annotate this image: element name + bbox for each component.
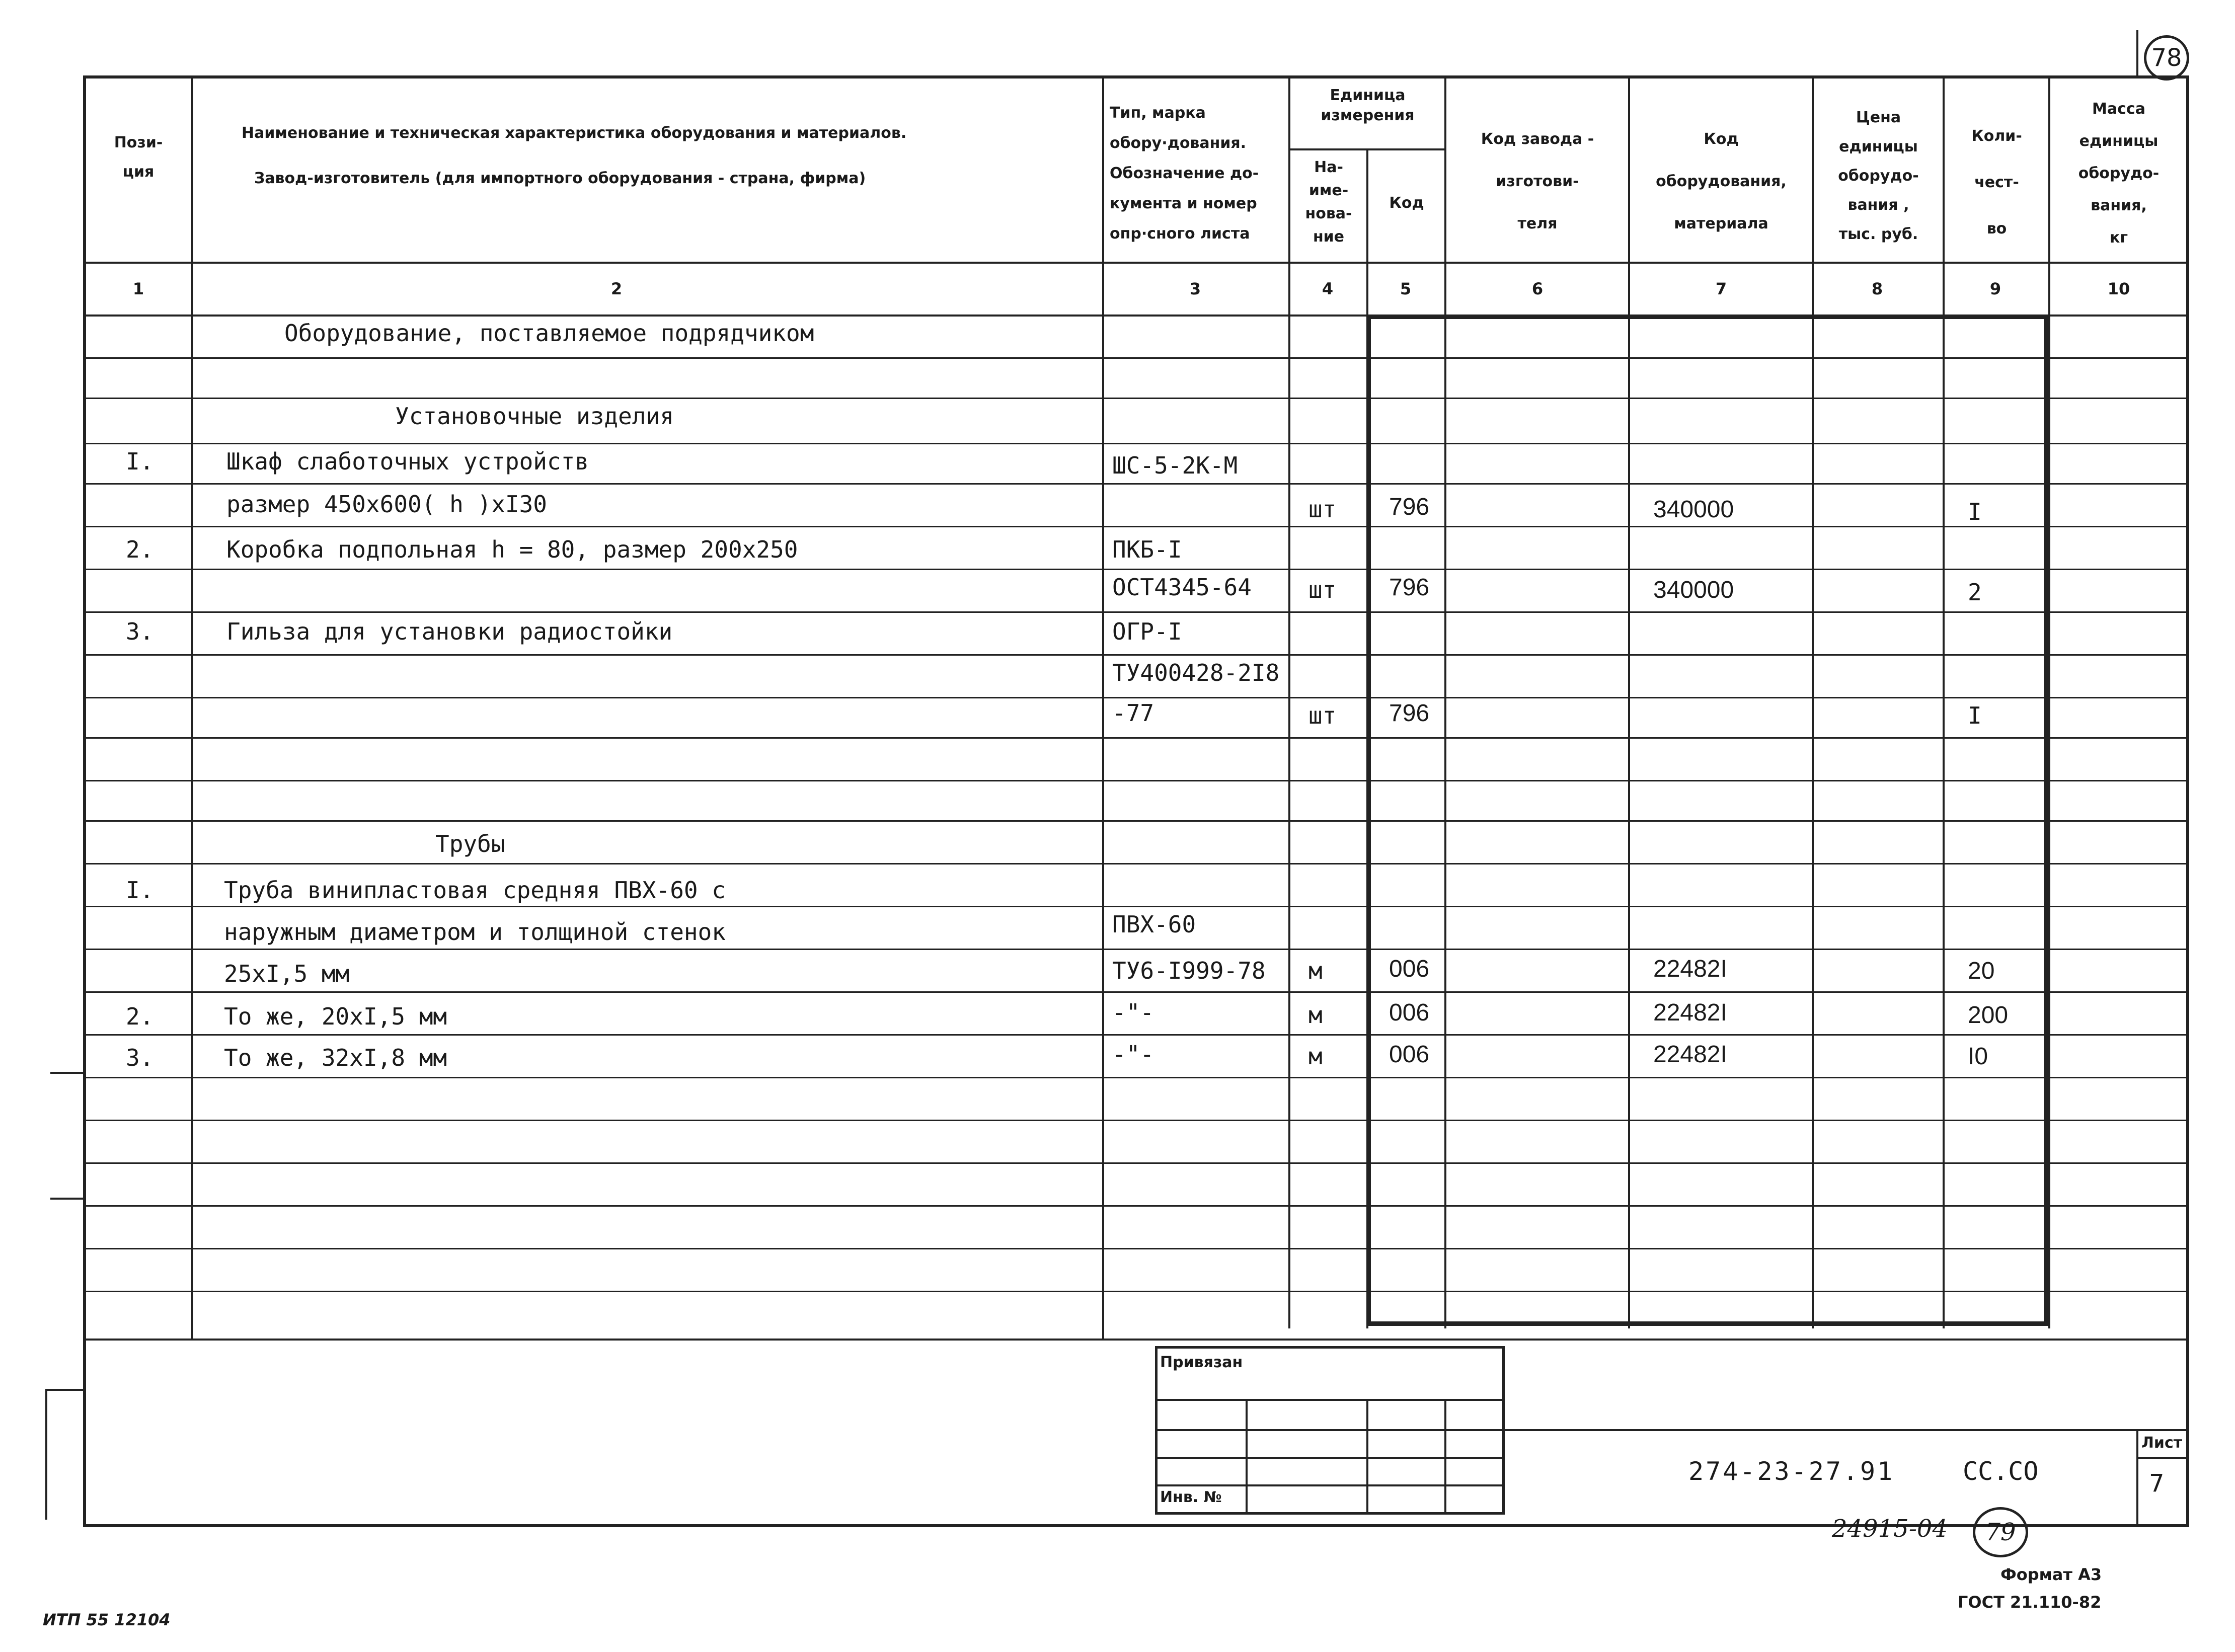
item-unit: шт [1308, 702, 1337, 729]
item-unit: м [1308, 1001, 1323, 1029]
titleblock-line [2136, 1457, 2189, 1459]
item-name: То же, 32хI,8 мм [224, 1044, 447, 1071]
row-divider [83, 357, 2189, 359]
item-name: размер 450х600( h )хI30 [226, 491, 547, 518]
stamp-line [1155, 1457, 1505, 1459]
handwritten-number: 24915-04 [1832, 1515, 1948, 1543]
stamp-line [1366, 1399, 1368, 1515]
row-divider [83, 780, 2189, 781]
header-col9: Коли- чест- во [1971, 127, 2022, 238]
row-divider [83, 949, 2189, 950]
col-divider [191, 75, 193, 1339]
item-equip-code: 340000 [1653, 496, 1734, 523]
corner-number: 78 [2144, 35, 2189, 81]
item-qty: 20 [1968, 958, 1995, 984]
item-name: Гильза для установки радиостойки [226, 618, 673, 645]
col-divider [1102, 75, 1104, 1339]
col-number: 9 [1989, 279, 2001, 298]
circled-number: 79 [1973, 1507, 2028, 1557]
row-divider [83, 611, 2189, 613]
margin-mark [45, 1389, 47, 1520]
margin-mark [45, 1389, 86, 1391]
header-col6: Код завода - изготови- теля [1481, 130, 1594, 232]
item-equip-code: 22482I [1653, 999, 1727, 1026]
stamp-privyazan: Привязан [1160, 1354, 1243, 1371]
row-divider [83, 820, 2189, 822]
item-qty: 2 [1968, 579, 1982, 606]
row-divider [83, 443, 2189, 444]
item-name: Коробка подпольная h = 80, размер 200х250 [226, 536, 798, 563]
stamp-line [1444, 1399, 1446, 1515]
row-divider [83, 398, 2189, 399]
item-type: ПКБ-I [1112, 536, 1182, 563]
item-qty: I0 [1968, 1043, 1988, 1070]
header-col2: Наименование и техническая характеристика оборудования и материалов. Завод-изготовитель (для импортного оборудования - страна, фирма) [242, 124, 907, 187]
row-divider [83, 991, 2189, 993]
item-qty: 200 [1968, 1002, 2009, 1029]
row-divider [83, 569, 2189, 570]
row-divider [83, 1077, 2189, 1078]
item-type: -77 [1112, 699, 1154, 727]
stamp-line [1155, 1429, 1505, 1431]
titleblock-line [1505, 1429, 2189, 1431]
col-number: 1 [132, 279, 144, 298]
item-name: наружным диаметром и толщиной стенок [224, 918, 726, 946]
header-col8: Цена единицы оборудо- вания , тыс. руб. [1838, 109, 1919, 243]
col-number: 2 [610, 279, 623, 298]
header-col4: На- име- нова- ние [1305, 159, 1352, 246]
item-code: 006 [1389, 999, 1430, 1026]
item-name: 25хI,5 мм [224, 960, 350, 987]
doc-suffix: СС.СО [1963, 1457, 2039, 1486]
row-divider [83, 906, 2189, 907]
item-unit: шт [1308, 576, 1337, 603]
stamp-inv: Инв. № [1160, 1488, 1222, 1506]
item-equip-code: 22482I [1653, 1041, 1727, 1068]
stamp-line [1155, 1399, 1505, 1401]
position-number: 2. [126, 1003, 154, 1030]
itp-label: ИТП 55 12104 [43, 1610, 171, 1629]
item-code: 006 [1389, 956, 1430, 982]
item-type: ОСТ4345-64 [1112, 574, 1252, 601]
item-name: То же, 20хI,5 мм [224, 1003, 447, 1030]
item-qty: I [1968, 498, 1982, 525]
col-divider [1288, 75, 1290, 1328]
row-divider [83, 1162, 2189, 1164]
row-divider [83, 1248, 2189, 1249]
row-divider [83, 737, 2189, 739]
item-type: ПВХ-60 [1112, 911, 1196, 938]
format-label: Формат А3 [2000, 1565, 2102, 1584]
margin-mark [50, 1198, 86, 1200]
col-number: 4 [1322, 279, 1334, 298]
item-qty: I [1968, 702, 1982, 729]
position-number: I. [126, 877, 154, 904]
col-number: 7 [1715, 279, 1727, 298]
item-unit: шт [1308, 496, 1337, 523]
header-col10: Масса единицы оборудо- вания, кг [2078, 100, 2160, 247]
position-number: I. [126, 448, 154, 475]
item-type: -"- [1112, 999, 1154, 1026]
col-divider [2048, 75, 2050, 1328]
item-unit: м [1308, 957, 1323, 984]
section-title: Установочные изделия [395, 403, 674, 430]
col-number: 5 [1400, 279, 1412, 298]
corner-mark [2136, 30, 2138, 78]
item-code: 796 [1389, 574, 1430, 601]
margin-mark [50, 1072, 86, 1074]
header-col5: Код [1389, 194, 1424, 212]
item-name: Шкаф слаботочных устройств [226, 448, 589, 475]
sheet-label: Лист [2141, 1434, 2183, 1452]
header-col1: Пози- ция [114, 134, 163, 181]
item-code: 796 [1389, 494, 1430, 520]
header-col3: Тип, марка обору·дования. Обозначение до- кумента и номер опр·сного листа [1110, 104, 1259, 243]
item-name: Труба винипластовая средняя ПВХ-60 с [224, 877, 726, 904]
sheet-number: 7 [2149, 1469, 2165, 1498]
row-divider [83, 697, 2189, 698]
row-divider [83, 526, 2189, 527]
row-divider [83, 1120, 2189, 1121]
item-type: ТУ6-I999-78 [1112, 957, 1266, 984]
row-divider [83, 1205, 2189, 1207]
item-unit: м [1308, 1043, 1323, 1070]
header-col7: Код оборудования, материала [1656, 130, 1787, 232]
header-unit-group: Единица измерения [1321, 87, 1415, 124]
item-type: ШС-5-2К-М [1112, 452, 1238, 479]
position-number: 3. [126, 618, 154, 645]
stamp-line [1155, 1484, 1505, 1486]
item-type: ТУ400428-2I8 [1112, 659, 1280, 686]
position-number: 2. [126, 536, 154, 563]
section-title: Трубы [435, 830, 505, 857]
item-code: 006 [1389, 1041, 1430, 1068]
item-equip-code: 22482I [1653, 956, 1727, 982]
section-title: Оборудование, поставляемое подрядчиком [284, 320, 814, 347]
col-number: 8 [1871, 279, 1883, 298]
item-equip-code: 340000 [1653, 577, 1734, 603]
table-bottom-line [83, 1339, 2189, 1341]
row-divider [83, 654, 2189, 656]
col-number: 6 [1531, 279, 1544, 298]
titleblock-line [2136, 1429, 2138, 1527]
row-divider [83, 1291, 2189, 1292]
col-number: 10 [2107, 279, 2130, 298]
gost-label: ГОСТ 21.110-82 [1958, 1593, 2102, 1612]
row-divider [83, 483, 2189, 485]
item-type: -"- [1112, 1041, 1154, 1068]
row-divider [83, 863, 2189, 864]
item-type: ОГР-I [1112, 618, 1182, 645]
row-divider [83, 1034, 2189, 1036]
item-code: 796 [1389, 700, 1430, 727]
doc-code: 274-23-27.91 [1688, 1457, 1895, 1486]
header-bottom-line [83, 262, 2189, 264]
stamp-line [1246, 1399, 1248, 1515]
col-number: 3 [1189, 279, 1201, 298]
position-number: 3. [126, 1044, 154, 1071]
